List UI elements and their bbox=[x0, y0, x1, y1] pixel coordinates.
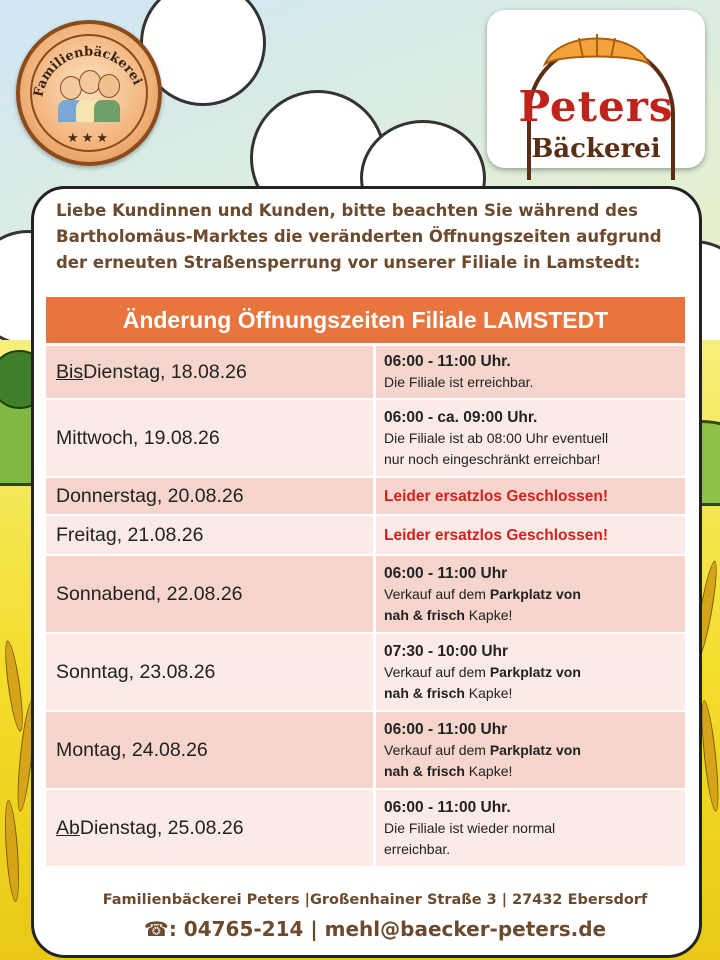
hours-cell: Leider ersatzlos Geschlossen! bbox=[376, 516, 685, 554]
footer-contact bbox=[0, 917, 720, 941]
phone-icon: ☎ bbox=[143, 917, 169, 941]
table-row bbox=[46, 478, 685, 514]
table-row bbox=[46, 556, 685, 632]
family-figures-icon bbox=[58, 66, 120, 122]
day-cell: Montag, 24.08.26 bbox=[46, 712, 373, 788]
hours-cell: Leider ersatzlos Geschlossen! bbox=[376, 478, 685, 514]
hours-cell: 07:30 - 10:00 Uhr Verkauf auf dem Parkplatz von nah & frisch Kapke! bbox=[376, 634, 685, 710]
day-cell: Sonntag, 23.08.26 bbox=[46, 634, 373, 710]
day-cell: Freitag, 21.08.26 bbox=[46, 516, 373, 554]
day-cell: Sonnabend, 22.08.26 bbox=[46, 556, 373, 632]
contact-text: : 04765-214 | mehl@baecker-peters.de bbox=[168, 917, 607, 941]
table-row bbox=[46, 400, 685, 476]
hours-cell: 06:00 - 11:00 Uhr. Die Filiale ist wieder normal erreichbar. bbox=[376, 790, 685, 866]
croissant-icon bbox=[539, 24, 655, 76]
footer-address: Familienbäckerei Peters |Großenhainer Straße 3 | 27432 Ebersdorf bbox=[102, 892, 648, 908]
day-cell: Mittwoch, 19.08.26 bbox=[46, 400, 373, 476]
table-header: Änderung Öffnungszeiten Filiale LAMSTEDT bbox=[46, 297, 685, 343]
intro-text: Liebe Kundinnen und Kunden, bitte beachten Sie während des Bartholomäus-Marktes die veränderten Öffnungszeiten aufgrund der erneuten Straßensperrung vor unserer Filiale in Lamstedt: bbox=[56, 201, 662, 272]
peters-baeckerei-logo bbox=[487, 10, 705, 168]
familienbaeckerei-logo bbox=[16, 20, 162, 166]
table-row bbox=[46, 516, 685, 554]
brand-name: Peters bbox=[518, 82, 674, 131]
logo-stars: ★★★ bbox=[67, 130, 111, 145]
brand-subtitle: Bäckerei bbox=[531, 134, 661, 164]
svg-text:Familienbäckerei: Familienbäckerei bbox=[31, 44, 145, 99]
hours-cell: 06:00 - 11:00 Uhr Verkauf auf dem Parkplatz von nah & frisch Kapke! bbox=[376, 712, 685, 788]
hours-cell: 06:00 - 11:00 Uhr Verkauf auf dem Parkplatz von nah & frisch Kapke! bbox=[376, 556, 685, 632]
table-row bbox=[46, 712, 685, 788]
day-cell: Donnerstag, 20.08.26 bbox=[46, 478, 373, 514]
table-row bbox=[46, 634, 685, 710]
day-cell: Ab Dienstag, 25.08.26 bbox=[46, 790, 373, 866]
table-row bbox=[46, 346, 685, 398]
day-cell: Bis Dienstag, 18.08.26 bbox=[46, 346, 373, 398]
table-row bbox=[46, 790, 685, 866]
opening-hours-table bbox=[46, 297, 685, 868]
hours-cell: 06:00 - ca. 09:00 Uhr. Die Filiale ist ab 08:00 Uhr eventuell nur noch eingeschränkt erreichbar! bbox=[376, 400, 685, 476]
hours-cell: 06:00 - 11:00 Uhr. Die Filiale ist erreichbar. bbox=[376, 346, 685, 398]
